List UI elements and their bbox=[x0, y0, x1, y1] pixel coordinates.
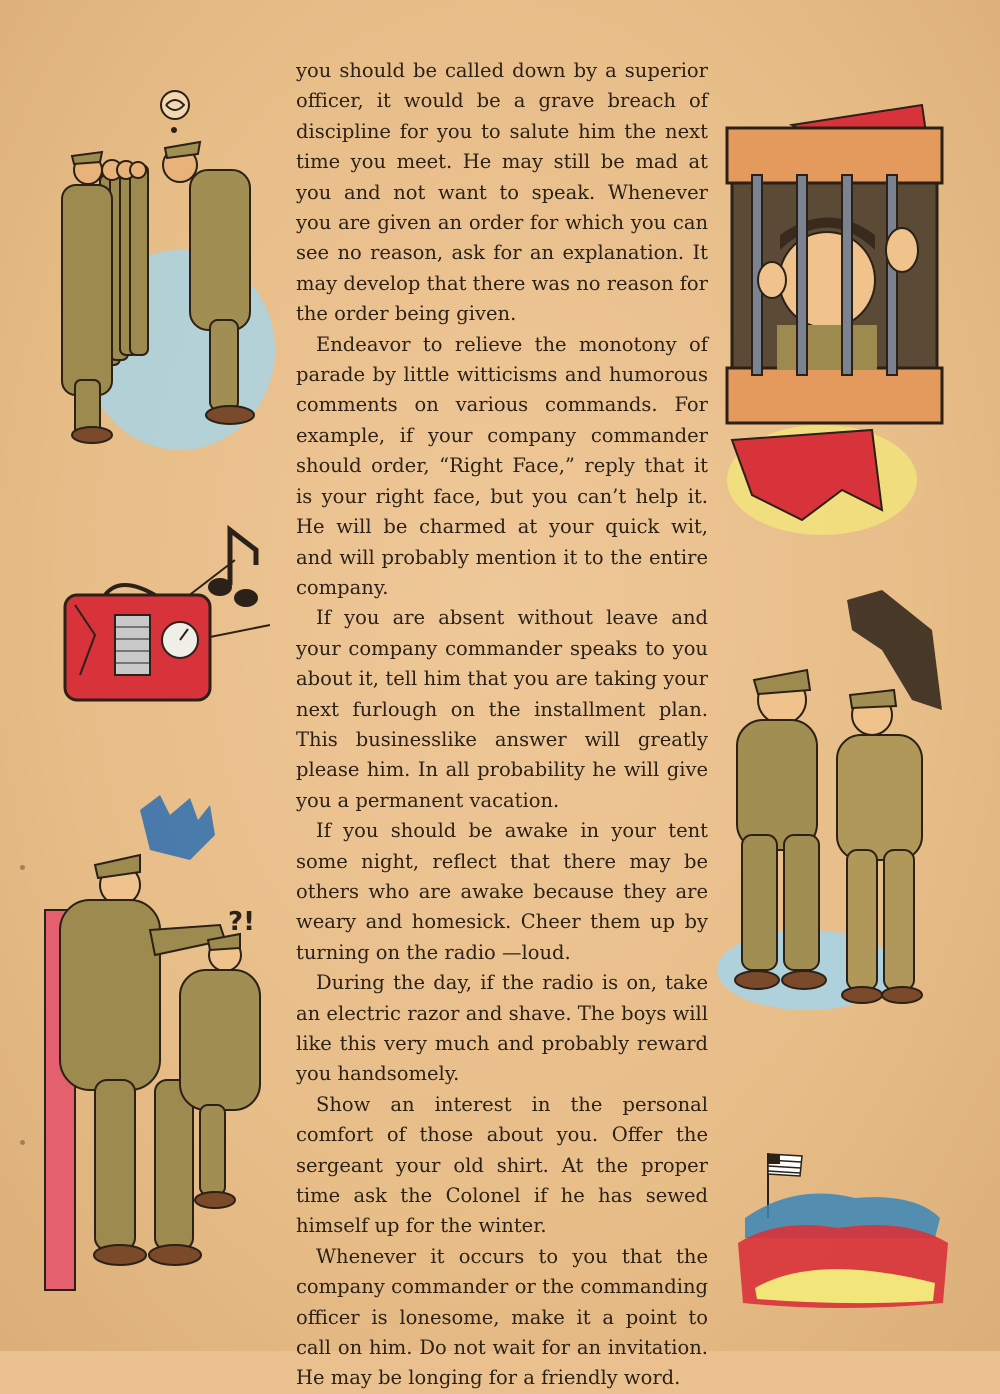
paragraph: If you should be awake in your tent some night, reflect that there may be others who are awake because they are weary and homesick. Cheer them up by turning on the radio —loud. bbox=[296, 819, 708, 964]
paragraph: During the day, if the radio is on, take an electric razor and shave. The boys will like this very much and probably reward you handsomely. bbox=[296, 971, 708, 1086]
radio-illustration bbox=[60, 525, 280, 710]
paragraph: Endeavor to relieve the monotony of parade by little witticisms and humorous comments on various commands. For example, if your company commander should order, “Right Face,” reply that it is your right face, but you can’t help it. He will be charmed at your quick wit, and will probably mention it to the entire company. bbox=[296, 332, 708, 599]
body-text bbox=[296, 56, 708, 1394]
binding-hole bbox=[20, 865, 25, 870]
speech-marks: ?! bbox=[228, 907, 255, 937]
paragraph: Show an interest in the personal comfort of those about you. Offer the sergeant your old shirt. At the proper time ask the Colonel if he has sewed himself up for the winter. bbox=[296, 1092, 708, 1238]
binding-hole bbox=[20, 1140, 25, 1145]
paragraph: Whenever it occurs to you that the company commander or the commanding officer is lonesome, make it a point to call on him. Do not wait for an invitation. He may be longing for a friendly word. bbox=[296, 1244, 708, 1390]
two-soldiers-illustration bbox=[712, 590, 972, 1020]
jail-illustration bbox=[712, 100, 967, 555]
flag-hill-illustration bbox=[730, 1148, 955, 1313]
paragraph: If you are absent without leave and your company commander speaks to you about it, tell him that you are taking your next furlough on the installment plan. This businesslike answer will greatly please him. In all probability he will give you a permanent vacation. bbox=[296, 606, 708, 812]
scolding-illustration bbox=[40, 790, 290, 1320]
paragraph: you should be called down by a superior officer, it would be a grave breach of discipline for you to salute him the next time you meet. He may still be mad at you and not want to speak. Whenever you are given an order for which you can see no reason, ask for an explanation. It may develop that there was no reason for the order being given. bbox=[296, 59, 708, 326]
officer-inspection-illustration bbox=[40, 90, 285, 455]
